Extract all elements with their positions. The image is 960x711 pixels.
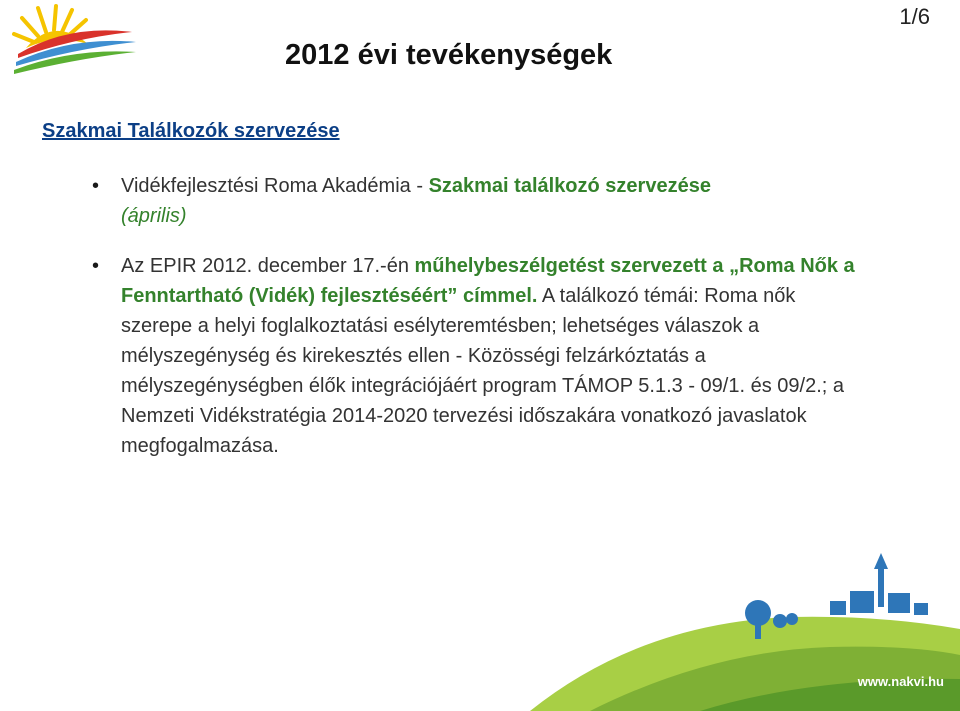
website-link[interactable]: www.nakvi.hu bbox=[857, 674, 944, 689]
bullet-date: (április) bbox=[121, 205, 187, 227]
logo-sun-icon bbox=[8, 2, 138, 76]
section-heading: Szakmai Találkozók szervezése bbox=[42, 120, 340, 142]
bullet-text: Az EPIR 2012. december 17.-én bbox=[121, 255, 415, 277]
bullet-list bbox=[92, 171, 872, 461]
bullet-highlight: műhelybeszélgetést szervezett a „Roma Nők a Fenntartható (Vidék) fejlesztéséért” címmel. bbox=[121, 255, 855, 307]
bullet-description: A találkozó témái: Roma nők szerepe a helyi foglalkoztatási esélyteremtésben; lehetséges válaszok a mélyszegénység és kirekesztés ellen - Közösségi felzárkóztatás a mélyszegénységben élők integrációjáért program TÁMOP 5.1.3 - 09/1. és 09/2.; a Nemzeti Vidékstratégia 2014-2020 tervezési időszakára vonatkozó javaslatok megfogalmazása. bbox=[121, 285, 844, 457]
list-item bbox=[92, 251, 872, 461]
page-title: 2012 évi tevékenységek bbox=[285, 39, 613, 71]
bullet-icon: • bbox=[92, 255, 100, 277]
bullet-highlight: Szakmai találkozó szervezése bbox=[428, 175, 711, 197]
list-item bbox=[92, 171, 872, 231]
bullet-icon: • bbox=[92, 175, 100, 197]
page-number: 1/6 bbox=[899, 4, 930, 29]
bullet-text: Vidékfejlesztési Roma Akadémia - bbox=[121, 175, 429, 197]
